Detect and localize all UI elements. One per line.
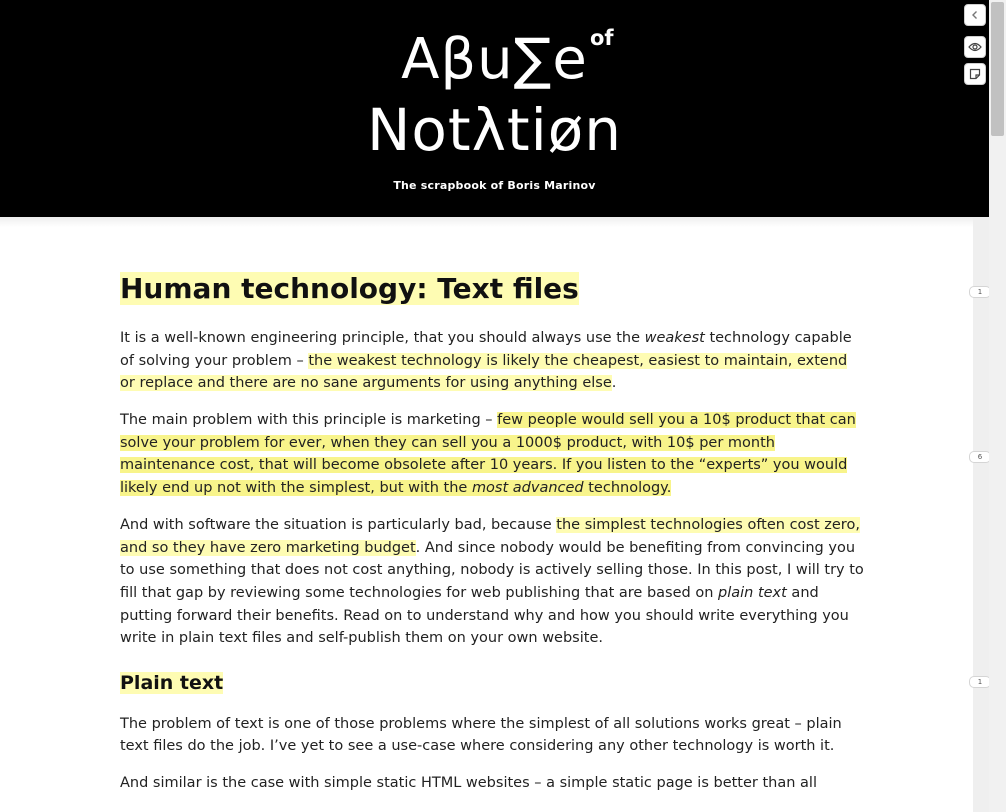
text-run: It is a well-known engineering principle, that you should always use the: [120, 330, 645, 346]
highlighted-title[interactable]: Human technology: Text files: [120, 272, 579, 305]
emphasis: weakest: [644, 330, 705, 346]
text-run: technology.: [583, 480, 672, 497]
text-run: . And since nobody would be benefiting from convincing you to use something that does not cost anything, nobody is actively selling those. In this post, I will try to fill that gap by reviewing some technologies for web publishing that are based on: [120, 539, 864, 601]
highlighted-heading[interactable]: Plain text: [120, 671, 224, 694]
paragraph-software: [120, 514, 865, 650]
text-run: few people would sell you a 10$ product that can solve your problem for ever, when they can sell you a 1000$ product, with 10$ per month maintenance cost, that will become obsolete after 10 years. If you listen to the “experts” you would likely end up not with the simplest, but with the: [120, 412, 856, 497]
emphasis: plain text: [718, 584, 787, 601]
paragraph-plain-text: The problem of text is one of those problems where the simplest of all solutions works great – plain text files do the job. I’ve yet to see a use-case where considering any other technology is worth it.: [120, 715, 842, 755]
text-run: And with software the situation is particularly bad, because: [120, 517, 557, 534]
text-run: and putting forward their benefits. Read on to understand why and how you should write everything you write in plain text files and self-publish them on your own website.: [120, 584, 849, 647]
scrollbar-thumb[interactable]: [991, 2, 1004, 136]
site-tagline: The scrapbook of Boris Marinov: [393, 179, 596, 192]
chevron-left-icon: [970, 10, 980, 20]
paragraph-marketing: [120, 409, 865, 499]
text-run: technology capable of solving your problem –: [120, 330, 852, 369]
text-run: The main problem with this principle is marketing –: [120, 412, 498, 429]
eye-icon: [968, 41, 982, 53]
show-annotations-button[interactable]: [964, 36, 986, 58]
annotation-count-marker[interactable]: 1: [969, 676, 991, 688]
annotation-count-marker[interactable]: 6: [969, 451, 991, 463]
site-logo-of: of: [590, 26, 614, 50]
annotation-sidebar: [973, 217, 989, 812]
section-heading: [120, 670, 865, 696]
new-note-button[interactable]: [964, 63, 986, 85]
collapse-sidebar-button[interactable]: [964, 4, 986, 26]
site-logo-line-2[interactable]: Notλtiøn: [366, 96, 623, 164]
article-body: [120, 270, 865, 810]
header-shadow: [0, 217, 973, 227]
paragraph-static-html: And similar is the case with simple static HTML websites – a simple static page is better than all: [120, 775, 817, 792]
emphasis: most advanced: [471, 480, 584, 497]
highlight[interactable]: the weakest technology is likely the cheapest, easiest to maintain, extend or replace and there are no sane arguments for using anything else: [120, 352, 848, 392]
sticky-note-icon: [969, 68, 981, 80]
text-run: .: [611, 375, 617, 392]
site-logo-line-1[interactable]: Aβu∑e: [401, 27, 588, 92]
site-header: [0, 0, 989, 217]
annotation-count-marker[interactable]: 1: [969, 286, 991, 298]
article-title: [120, 270, 865, 308]
highlight[interactable]: the simplest technologies often cost zero, and so they have zero marketing budget: [120, 517, 860, 556]
paragraph-intro: [120, 327, 865, 395]
